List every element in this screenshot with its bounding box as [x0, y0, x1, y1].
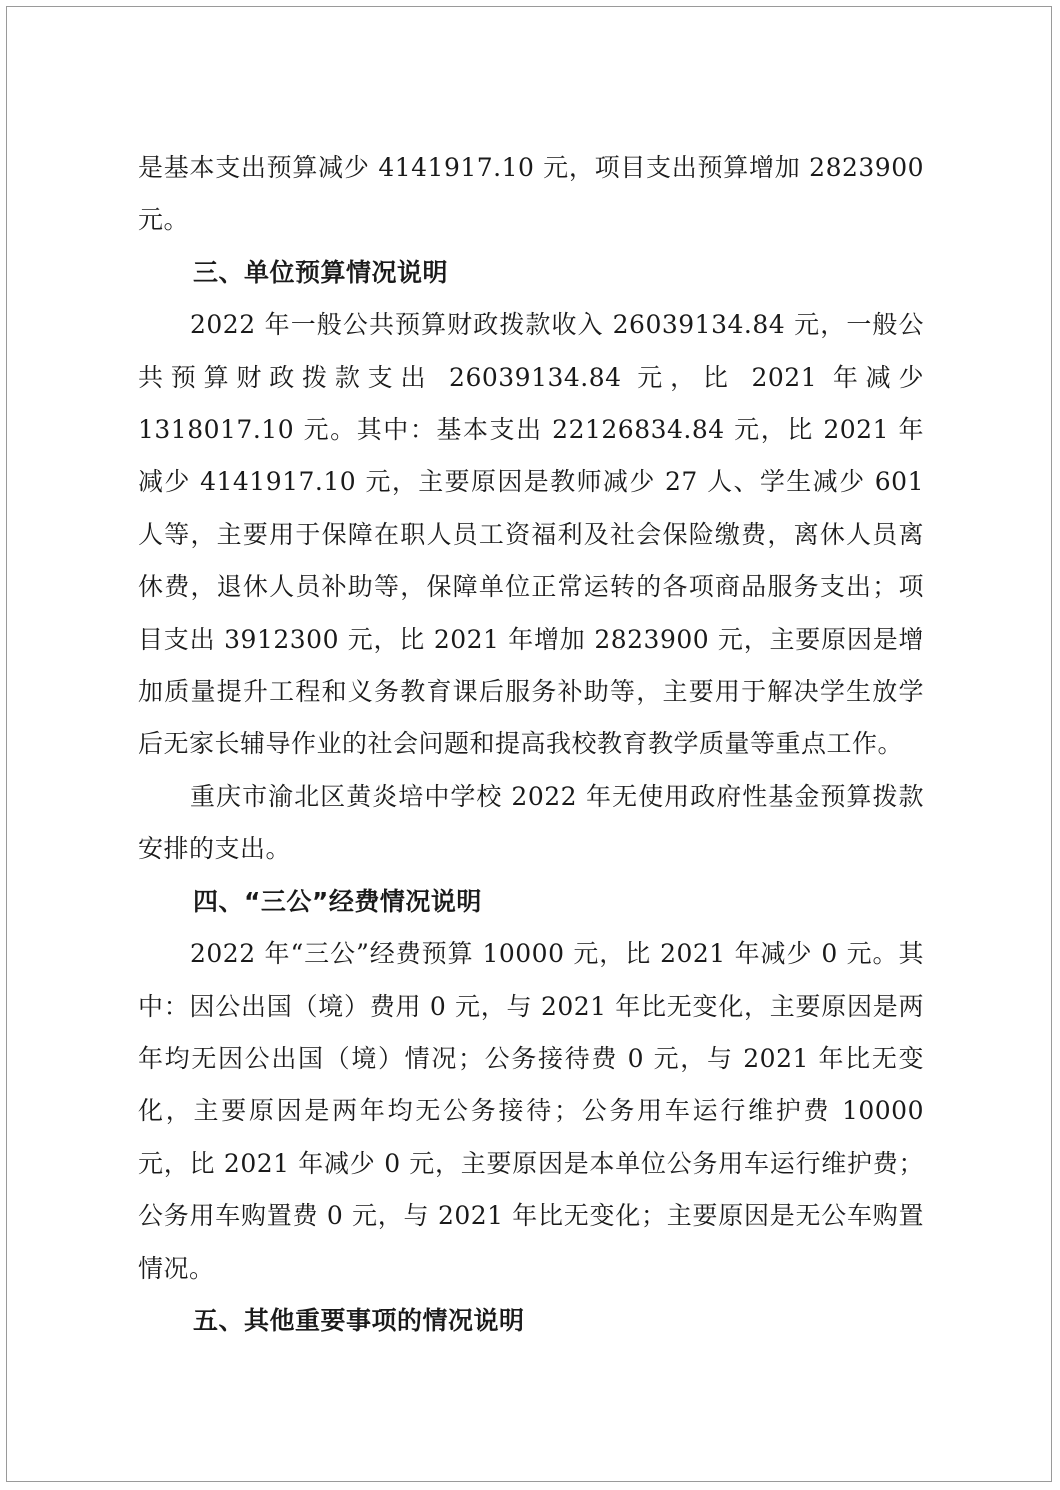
section-heading-three-public-expenses: 四、“三公”经费情况说明	[193, 886, 482, 916]
paragraph-three-public-expenses: 2022 年“三公”经费预算 10000 元，比 2021 年减少 0 元。其中：因公出国（境）费用 0 元，与 2021 年比无变化，主要原因是两年均无因公出国（境）情况；公务接待费 0 元，与 2021 年比无变化，主要原因是两年均无公务接待；公务用车运行维护费 10000 元，比 2021 年减少 0 元，主要原因是本单位公务用车运行维护费；公务用车购置费 0 元，与 2021 年比无变化；主要原因是无公车购置情况。	[138, 939, 924, 1283]
section-heading-unit-budget: 三、单位预算情况说明	[193, 257, 449, 287]
section-heading-other-matters: 五、其他重要事项的情况说明	[193, 1305, 525, 1335]
paragraph-general-budget: 2022 年一般公共预算财政拨款收入 26039134.84 元，一般公共预算财政拨款支出 26039134.84 元，比 2021 年减少 1318017.10 元。其中：基本支出 22126834.84 元，比 2021 年减少 4141917.10 元，主要原因是教师减少 27 人、学生减少 601 人等，主要用于保障在职人员工资福利及社会保险缴费，离休人员离休费，退休人员补助等，保障单位正常运转的各项商品服务支出；项目支出 3912300 元，比 2021 年增加 2823900 元，主要原因是增加质量提升工程和义务教育课后服务补助等，主要用于解决学生放学后无家长辅导作业的社会问题和提高我校教育教学质量等重点工作。	[138, 310, 924, 759]
document-body	[138, 142, 924, 1347]
paragraph-government-fund: 重庆市渝北区黄炎培中学校 2022 年无使用政府性基金预算拨款安排的支出。	[138, 781, 924, 864]
paragraph-budget-continuation: 是基本支出预算减少 4141917.10 元，项目支出预算增加 2823900 元。	[138, 153, 924, 235]
